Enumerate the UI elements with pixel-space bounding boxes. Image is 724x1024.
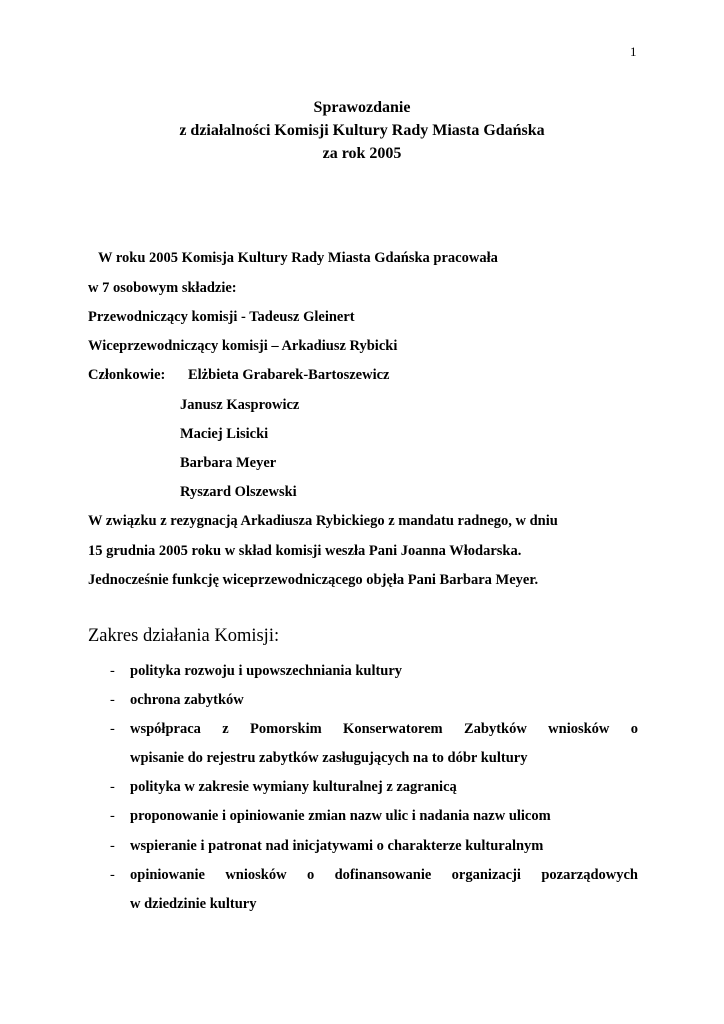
scope-item: polityka w zakresie wymiany kulturalnej z zagranicą bbox=[130, 779, 457, 795]
document-title bbox=[0, 96, 724, 165]
intro-line-2: w 7 osobowym składzie: bbox=[88, 280, 237, 296]
scope-item: proponowanie i opiniowanie zmian nazw ulic i nadania nazw ulicom bbox=[130, 808, 551, 824]
scope-item-continuation: w dziedzinie kultury bbox=[130, 896, 257, 912]
composition-change-line-1: W związku z rezygnacją Arkadiusza Rybickiego z mandatu radnego, w dniu bbox=[88, 513, 558, 529]
scope-item: polityka rozwoju i upowszechniania kultury bbox=[130, 663, 403, 679]
scope-heading: Zakres działania Komisji: bbox=[88, 626, 280, 646]
member-item: Elżbieta Grabarek-Bartoszewicz bbox=[188, 367, 390, 383]
member-item: Barbara Meyer bbox=[180, 455, 277, 471]
intro-line-1: W roku 2005 Komisja Kultury Rady Miasta Gdańska pracowała bbox=[98, 250, 498, 266]
bullet-dash: - bbox=[110, 692, 115, 708]
bullet-dash: - bbox=[110, 867, 115, 883]
members-label: Członkowie: bbox=[88, 367, 166, 383]
bullet-dash: - bbox=[110, 779, 115, 795]
scope-item: ochrona zabytków bbox=[130, 692, 244, 708]
title-line-1: Sprawozdanie bbox=[313, 99, 411, 116]
bullet-dash: - bbox=[110, 721, 115, 737]
scope-item: wspieranie i patronat nad inicjatywami o charakterze kulturalnym bbox=[130, 838, 544, 854]
member-item: Janusz Kasprowicz bbox=[180, 397, 300, 413]
bullet-dash: - bbox=[110, 808, 115, 824]
vice-chair-line: Wiceprzewodniczący komisji – Arkadiusz Rybicki bbox=[88, 338, 398, 354]
member-item: Maciej Lisicki bbox=[180, 426, 269, 442]
bullet-dash: - bbox=[110, 838, 115, 854]
page-number: 1 bbox=[630, 44, 637, 59]
title-line-3: za rok 2005 bbox=[322, 145, 402, 162]
composition-change-line-3: Jednocześnie funkcję wiceprzewodniczącego objęła Pani Barbara Meyer. bbox=[88, 572, 539, 588]
chair-line: Przewodniczący komisji - Tadeusz Gleinert bbox=[88, 309, 355, 325]
scope-item-continuation: wpisanie do rejestru zabytków zasługujących na to dóbr kultury bbox=[130, 750, 528, 766]
bullet-dash: - bbox=[110, 663, 115, 679]
composition-change-line-2: 15 grudnia 2005 roku w skład komisji weszła Pani Joanna Włodarska. bbox=[88, 543, 522, 559]
scope-item: współpraca z Pomorskim Konserwatorem Zabytków wniosków o bbox=[130, 721, 638, 737]
scope-item: opiniowanie wniosków o dofinansowanie organizacji pozarządowych bbox=[130, 867, 638, 883]
title-line-2: z działalności Komisji Kultury Rady Miasta Gdańska bbox=[179, 122, 545, 139]
member-item: Ryszard Olszewski bbox=[180, 484, 297, 500]
